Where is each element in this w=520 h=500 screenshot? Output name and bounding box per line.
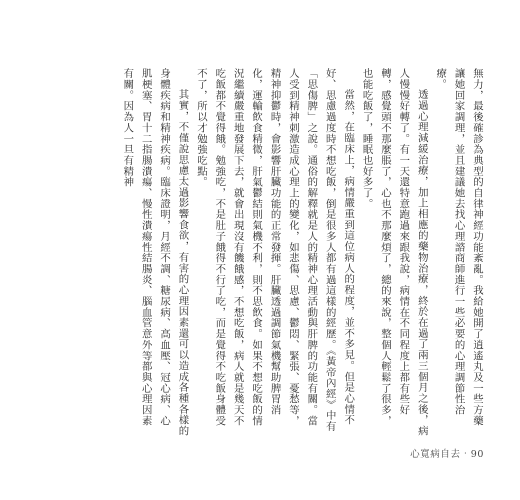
page-footer	[410, 446, 484, 460]
footer-separator: ‧	[460, 449, 471, 460]
running-title: 心寬病自去	[410, 449, 461, 460]
vertical-text-body	[26, 68, 486, 436]
paragraph: 其實，不僅說思慮太過影響食欲，有害的心理因素還可以造成各種各樣的身體疾病和精神疾病。臨床證明，月經不調、糖尿病、高血壓、冠心病、心肌梗塞、胃十二指腸潰瘍、慢性潰瘍性結腸炎、腦血管意外等都與心理因素有關。因為人一旦有精神	[121, 68, 189, 436]
paragraph-continued: 無力，最後確診為典型的自律神經功能紊亂。我給她開了逍遙丸及一些方藥讓她回家調理，並且建議她去找心理諮商師進行一些必要的心理調節性治療。	[434, 68, 483, 427]
paragraph: 透過心理減緩治療，加上相應的藥物治療，終於在過了兩三個月之後，病人慢慢好轉了。有一天還特意跑過來跟我說，病情在不同程度上都有些好轉，感覺頭不那麼脹了，心也不那麼煩了，總的來說，整個人輕鬆了很多，也能吃飯了，睡眠也好多了。	[360, 68, 428, 436]
page-number: 90	[470, 449, 484, 460]
paragraph: 當然，在臨床上，病情嚴重到這位病人的程度，並不多見。但是心情不好、思慮過度時不想吃飯，倒是很多人都有過這樣的經歷。《黃帝內經》中有「思傷脾」之說。通俗的解釋就是人的精神心理活動與肝脾的功能有關。當人受到精神刺激造成心理上的變化，如悲傷、思慮、鬱悶、緊張、憂愁等，精神抑鬱時，會影響肝臟功能的正常發揮。肝臟透過調節氣機幫助脾胃消化，運輸飲食精微，肝氣鬱結則氣機不利，則不思飲食。如果不想吃飯的情況繼續嚴重地發展下去，就會出現沒有饑餓感，不想吃飯，病人就是幾天不吃飯都不覺得餓。勉強吃，不是肚子餓得不行了吃，而是覺得不吃飯身體受不了，所以才勉強吃點。	[194, 68, 355, 432]
